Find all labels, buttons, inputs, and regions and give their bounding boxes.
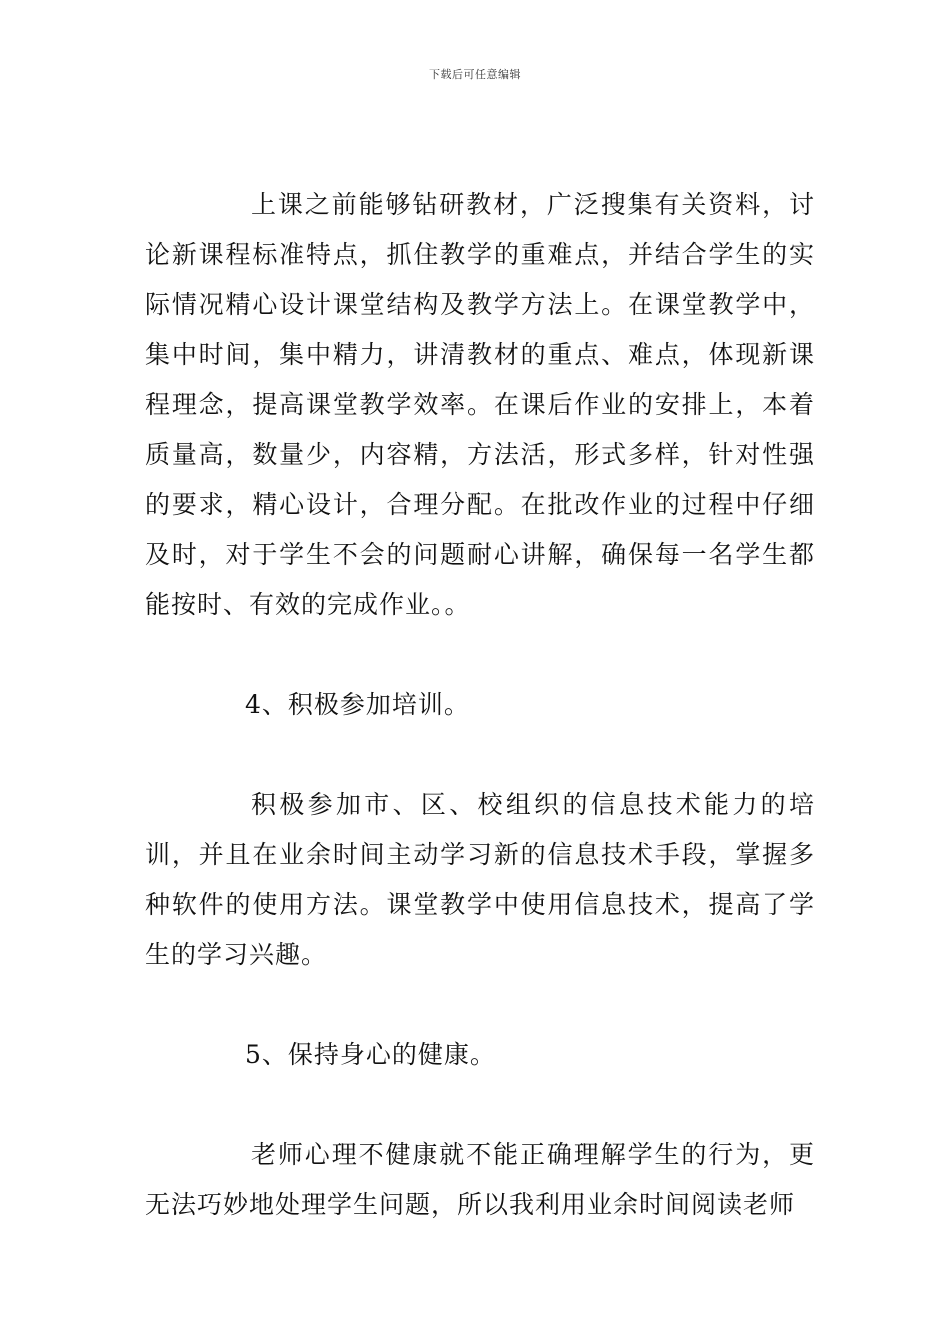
paragraph-gap: [145, 630, 815, 680]
paragraph-lesson-preparation: 上课之前能够钻研教材，广泛搜集有关资料，讨论新课程标准特点，抓住教学的重难点，并结合学生的实际情况精心设计课堂结构及教学方法上。在课堂教学中，集中时间，集中精力，讲清教材的重点、难点，体现新课程理念，提高课堂教学效率。在课后作业的安排上，本着质量高，数量少，内容精，方法活，形式多样，针对性强的要求，精心设计，合理分配。在批改作业的过程中仔细及时，对于学生不会的问题耐心讲解，确保每一名学生都能按时、有效的完成作业。。: [145, 190, 815, 619]
paragraph-health: 老师心理不健康就不能正确理解学生的行为，更无法巧妙地处理学生问题，所以我利用业余时间阅读老师: [145, 1140, 815, 1219]
page-header-note: 下载后可任意编辑: [429, 68, 521, 81]
paragraph-gap: [145, 980, 815, 1030]
document-body: [145, 180, 815, 1230]
section-heading-training: 4、积极参加培训。: [245, 690, 470, 719]
paragraph-gap: [145, 730, 815, 780]
section-heading-health: 5、保持身心的健康。: [245, 1040, 496, 1069]
paragraph-gap: [145, 1080, 815, 1130]
paragraph-training: 积极参加市、区、校组织的信息技术能力的培训，并且在业余时间主动学习新的信息技术手段，掌握多种软件的使用方法。课堂教学中使用信息技术，提高了学生的学习兴趣。: [145, 790, 815, 969]
